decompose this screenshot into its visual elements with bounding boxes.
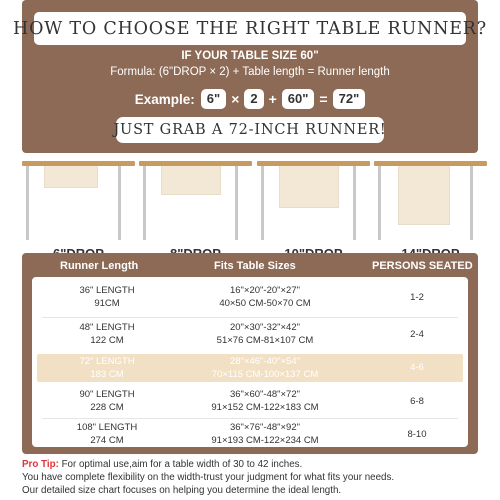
runner-length-cell (62, 422, 152, 447)
length-inches: 72" LENGTH (79, 356, 135, 367)
runner-illustration (279, 161, 339, 208)
pro-tip-line-2: You have complete flexibility on the width-trust your judgment for what fits your needs. (22, 472, 395, 483)
persons-seated-cell: 1-2 (410, 292, 424, 303)
length-inches: 36" LENGTH (79, 285, 135, 296)
table-leg-icon (353, 166, 356, 240)
header-runner-length: Runner Length (60, 260, 139, 272)
example-row (22, 88, 478, 110)
formula-line: Formula: (6"DROP × 2) + Table length = Runner length (110, 66, 390, 78)
page-title: HOW TO CHOOSE THE RIGHT TABLE RUNNER? (34, 12, 466, 45)
table-row-highlighted (37, 354, 463, 382)
row-divider (42, 317, 458, 318)
fits-table-cell (190, 389, 340, 414)
example-table-length-value: 60" (282, 89, 315, 109)
multiply-operator: × (231, 91, 240, 107)
size-table-body (32, 277, 468, 447)
table-illustration-6-drop (22, 158, 135, 240)
runner-length-cell (62, 389, 152, 414)
table-leg-icon (261, 166, 264, 240)
table-illustration-8-drop (139, 158, 252, 240)
runner-length-cell (62, 285, 152, 310)
fit-cm: 51×76 CM-81×107 CM (216, 334, 314, 346)
pro-tip-label: Pro Tip: (22, 459, 59, 470)
fits-table-cell (190, 356, 340, 381)
cta-banner: JUST GRAB A 72-INCH RUNNER! (116, 117, 384, 143)
table-row (32, 283, 468, 316)
row-divider (42, 418, 458, 419)
runner-length-cell (62, 322, 152, 347)
length-cm: 228 CM (90, 401, 124, 413)
persons-seated-cell: 2-4 (410, 329, 424, 340)
fit-inches: 16"×20"-20"×27" (229, 285, 301, 296)
length-inches: 48" LENGTH (79, 322, 135, 333)
example-multiplier-value: 2 (244, 89, 263, 109)
header-persons-seated: PERSONS SEATED (372, 260, 473, 272)
formula-panel (13, 0, 487, 153)
fit-inches: 36"×76"-48"×92" (229, 422, 301, 433)
example-label: Example: (134, 91, 195, 107)
table-leg-icon (378, 166, 381, 240)
pro-tip-line-3: Our detailed size chart focuses on helping you determine the ideal length. (22, 485, 342, 496)
fit-cm: 40×50 CM-50×70 CM (219, 297, 311, 309)
plus-operator: + (268, 91, 277, 107)
runner-illustration (398, 161, 450, 225)
size-chart (22, 253, 478, 454)
table-leg-icon (470, 166, 473, 240)
fit-inches: 36"×60"-48"×72" (229, 389, 301, 400)
table-leg-icon (235, 166, 238, 240)
fit-cm: 70×115 CM-100×137 CM (211, 368, 319, 380)
fits-table-cell (190, 422, 340, 447)
length-cm: 122 CM (90, 334, 124, 346)
runner-length-cell (62, 356, 152, 381)
fit-cm: 91×152 CM-122×183 CM (211, 401, 319, 413)
length-inches: 90" LENGTH (79, 389, 135, 400)
example-result-value: 72" (333, 89, 366, 109)
table-size-line: IF YOUR TABLE SIZE 60" (181, 50, 319, 62)
persons-seated-cell: 6-8 (410, 396, 424, 407)
drop-illustrations (0, 158, 500, 240)
pro-tip (22, 458, 492, 497)
table-row (32, 387, 468, 420)
table-leg-icon (143, 166, 146, 240)
persons-seated-cell: 4-6 (410, 362, 424, 373)
fit-inches: 20"×30"-32"×42" (229, 322, 301, 333)
length-cm: 91CM (94, 297, 120, 309)
fit-cm: 91×193 CM-122×234 CM (211, 434, 319, 446)
pro-tip-line-1 (22, 458, 492, 471)
table-leg-icon (26, 166, 29, 240)
length-inches: 108" LENGTH (76, 422, 138, 433)
table-illustration-14-drop (374, 158, 487, 240)
example-drop-value: 6" (201, 89, 226, 109)
persons-seated-cell: 8-10 (407, 429, 427, 440)
table-row (32, 320, 468, 353)
pro-tip-text: For optimal use,aim for a table width of 30 to 42 inches. (58, 459, 303, 470)
fits-table-cell (190, 285, 340, 310)
length-cm: 274 CM (90, 434, 124, 446)
equals-operator: = (319, 91, 328, 107)
table-leg-icon (118, 166, 121, 240)
fit-inches: 28"×46"-40"×54" (229, 356, 301, 367)
length-cm: 183 CM (90, 368, 124, 380)
fits-table-cell (190, 322, 340, 347)
table-row (32, 420, 468, 453)
table-illustration-10-drop (257, 158, 370, 240)
runner-illustration (161, 161, 221, 195)
header-fits-table-sizes: Fits Table Sizes (214, 260, 296, 272)
